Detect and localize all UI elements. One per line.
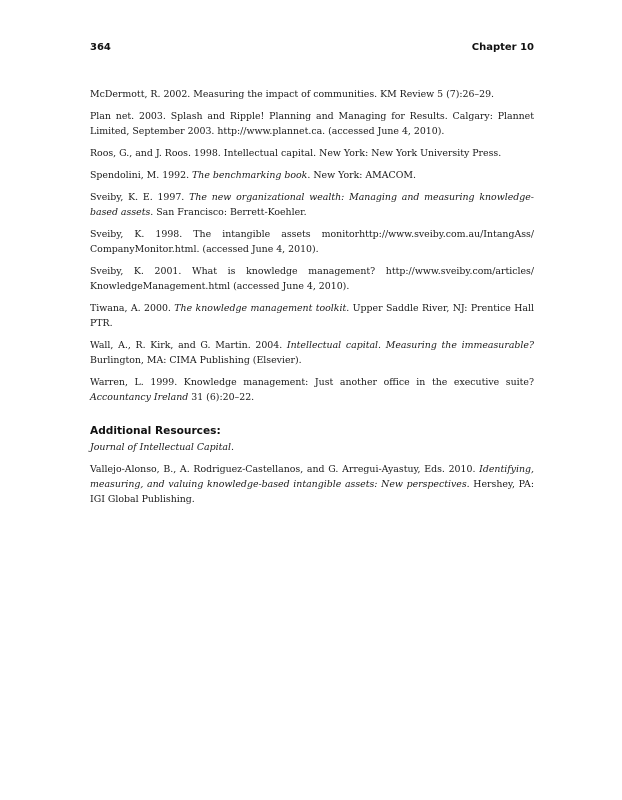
reference-entry: Warren, L. 1999. Knowledge management: Just another office in the executive suite? Accountancy Ireland 31 (6):20–22. [90,377,534,403]
reference-entry: Wall, A., R. Kirk, and G. Martin. 2004. Intellectual capital. Measuring the immeasurable? Burlington, MA: CIMA Publishing (Elsevier). [90,340,534,366]
reference-entry: Tiwana, A. 2000. The knowledge management toolkit. Upper Saddle River, NJ: Prentice Hall PTR. [90,303,534,329]
reference-entry: Spendolini, M. 1992. The benchmarking book. New York: AMACOM. [90,170,416,181]
additional-resource-entry: Journal of Intellectual Capital. [90,442,234,453]
additional-resource-entry: Vallejo-Alonso, B., A. Rodriguez-Castellanos, and G. Arregui-Ayastuy, Eds. 2010. Identifying, measuring, and valuing knowledge-based intangible assets: New perspectives. Hershey, PA: IGI Global Publishing. [90,464,534,505]
reference-list [90,87,534,514]
chapter-label: Chapter 10 [471,42,534,53]
reference-entry: Sveiby, K. 1998. The intangible assets monitorhttp://www.sveiby.com.au/IntangAss/ CompanyMonitor.html. (accessed June 4, 2010). [90,229,534,255]
additional-resources-heading: Additional Resources: [90,425,221,437]
reference-entry: Sveiby, K. 2001. What is knowledge management? http://www.sveiby.com/articles/ KnowledgeManagement.html (accessed June 4, 2010). [90,266,534,292]
reference-entry: McDermott, R. 2002. Measuring the impact of communities. KM Review 5 (7):26–29. [90,89,495,100]
reference-entry: Plan net. 2003. Splash and Ripple! Planning and Managing for Results. Calgary: Plannet Limited, September 2003. http://www.plannet.ca. (accessed June 4, 2010). [90,111,534,137]
reference-entry: Sveiby, K. E. 1997. The new organizational wealth: Managing and measuring knowledge-based assets. San Francisco: Berrett-Koehler. [90,192,534,218]
reference-entry: Roos, G., and J. Roos. 1998. Intellectual capital. New York: New York University Press. [90,148,502,159]
page-number: 364 [90,42,111,53]
